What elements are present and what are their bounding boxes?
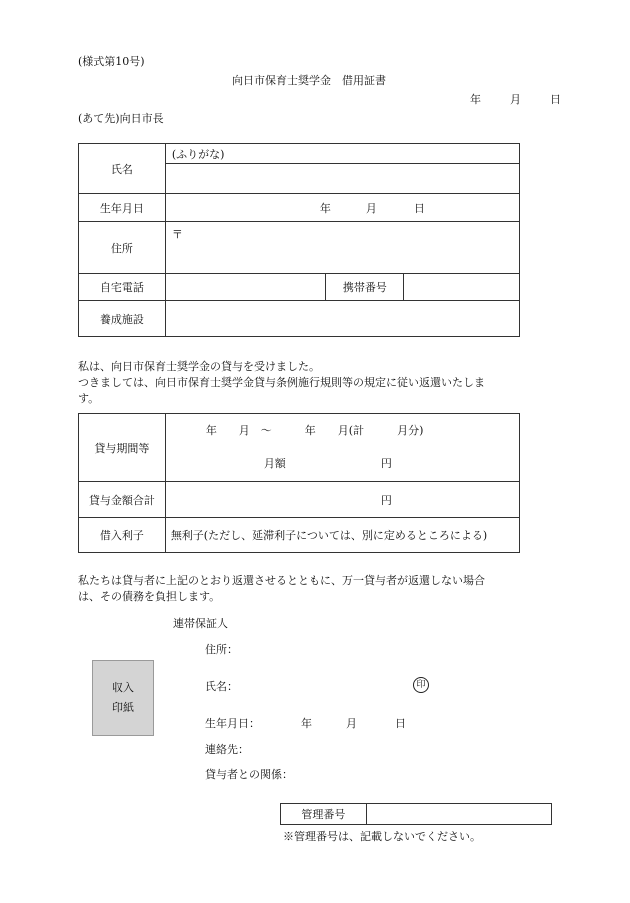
revenue-stamp-line-1: 収入 xyxy=(112,681,134,694)
statement-line-3: す。 xyxy=(78,392,100,405)
guarantor-statement xyxy=(78,573,528,605)
date-line xyxy=(470,91,561,107)
guarantor-contact-label: 連絡先： xyxy=(205,743,249,756)
birth-field[interactable] xyxy=(165,194,519,222)
guarantor-address-label: 住所： xyxy=(205,643,238,656)
guarantor-heading: 連帯保証人 xyxy=(173,617,228,630)
home-phone-field[interactable] xyxy=(165,274,326,301)
postal-mark: 〒 xyxy=(171,228,183,241)
name-field[interactable] xyxy=(165,164,519,194)
birth-year-label: 年 xyxy=(319,202,331,215)
revenue-stamp-line-2: 印紙 xyxy=(112,701,134,714)
address-field[interactable] xyxy=(165,222,519,274)
loan-period-label: 貸与期間等 xyxy=(79,414,166,482)
interest-field xyxy=(165,518,519,553)
loan-period-field[interactable] xyxy=(165,414,519,482)
birth-day-label: 日 xyxy=(413,202,425,215)
admin-number-note: ※管理番号は、記載しないでください。 xyxy=(283,830,481,843)
form-number: (様式第10号) xyxy=(78,55,145,68)
revenue-stamp-box xyxy=(92,660,154,736)
loan-total-field[interactable] xyxy=(165,482,519,518)
page-title: 向日市保育士奨学金 借用証書 xyxy=(232,74,386,87)
birth-month-label: 月 xyxy=(365,202,377,215)
guarantor-birth-label: 生年月日： xyxy=(205,717,260,730)
monthly-amount-label: 月額 xyxy=(263,457,286,470)
applicant-table xyxy=(78,143,520,337)
guarantor-relation-label: 貸与者との関係： xyxy=(205,768,293,781)
guarantor-statement-line-2: は、その債務を負担します。 xyxy=(78,590,221,603)
guarantor-birth-month-label: 月 xyxy=(346,717,357,730)
date-day-label: 日 xyxy=(550,93,561,106)
guarantor-name-label: 氏名： xyxy=(205,680,238,693)
furigana-field[interactable] xyxy=(165,144,519,164)
admin-number-field[interactable] xyxy=(366,804,551,825)
guarantor-birth-year-label: 年 xyxy=(301,717,312,730)
statement-line-1: 私は、向日市保育士奨学金の貸与を受けました。 xyxy=(78,360,320,373)
name-label: 氏名 xyxy=(79,144,166,194)
interest-label: 借入利子 xyxy=(79,518,166,553)
mobile-label: 携帯番号 xyxy=(326,274,404,301)
address-label: 住所 xyxy=(79,222,166,274)
loan-period-text: 年 月 〜 年 月(計 月分) xyxy=(205,424,424,437)
furigana-label: (ふりがな) xyxy=(171,147,225,161)
loan-total-unit: 円 xyxy=(380,494,392,507)
mobile-field[interactable] xyxy=(404,274,520,301)
admin-number-table xyxy=(280,803,552,825)
guarantor-birth-day-label: 日 xyxy=(395,717,406,730)
statement-line-2: つきましては、向日市保育士奨学金貸与条例施行規則等の規定に従い返還いたしま xyxy=(78,376,485,389)
facility-field[interactable] xyxy=(165,301,519,337)
monthly-amount-unit: 円 xyxy=(380,457,392,470)
loan-total-label: 貸与金額合計 xyxy=(79,482,166,518)
borrower-statement xyxy=(78,359,528,407)
home-phone-label: 自宅電話 xyxy=(79,274,166,301)
facility-label: 養成施設 xyxy=(79,301,166,337)
date-year-label: 年 xyxy=(470,93,481,106)
birth-label: 生年月日 xyxy=(79,194,166,222)
guarantor-statement-line-1: 私たちは貸与者に上記のとおり返還させるとともに、万一貸与者が返還しない場合 xyxy=(78,574,485,587)
admin-number-label: 管理番号 xyxy=(281,804,367,825)
loan-table xyxy=(78,413,520,553)
seal-mark: 印 xyxy=(413,677,429,693)
date-month-label: 月 xyxy=(510,93,521,106)
interest-text: 無利子(ただし、延滞利子については、別に定めるところによる) xyxy=(170,529,488,542)
addressee: (あて先)向日市長 xyxy=(78,112,164,125)
